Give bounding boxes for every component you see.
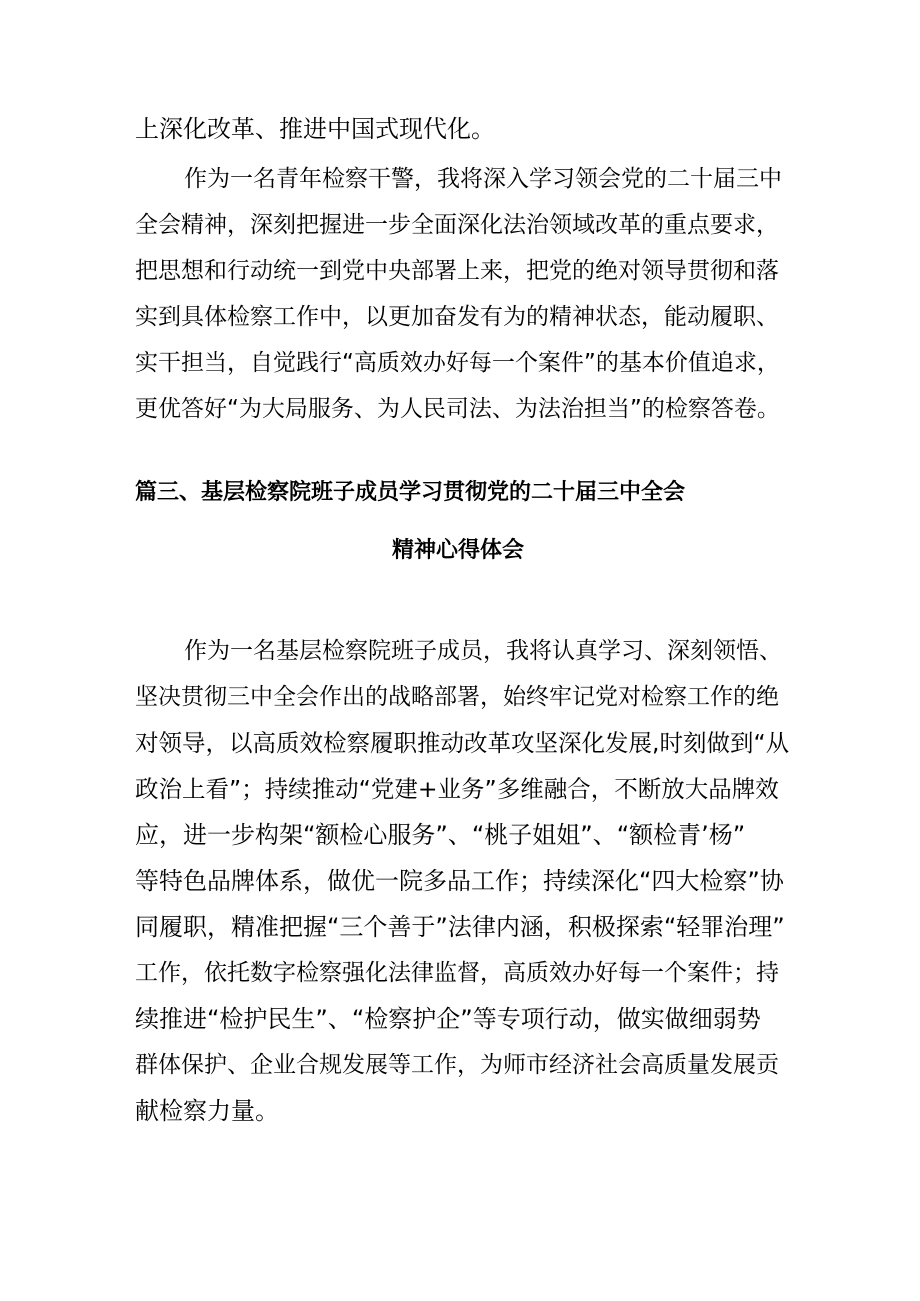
text-line: 对领导，以高质效检察履职推动改革攻坚深化发展,时刻做到“从 — [135, 729, 790, 757]
text-line: 作为一名青年检察干警，我将深入学习领会党的二十届三中 — [184, 166, 782, 192]
text-line: 应，进一步构架“额检心服务”、“桃子姐姐”、“额检青’杨” — [135, 821, 746, 849]
text-line: 政治上看”；持续推动“党建+业务”多维融合，不断放大品牌效 — [135, 775, 779, 803]
text-line: 续推进“检护民生”、“检察护企”等专项行动，做实做细弱势 — [135, 1005, 761, 1033]
section-heading-line-2: 精神心得体会 — [392, 538, 525, 563]
section-heading-line-1: 篇三、基层检察院班子成员学习贯彻党的二十届三中全会 — [135, 480, 686, 505]
text-line: 实干担当，自觉践行“高质效办好每一个案件”的基本价值追求， — [135, 350, 780, 376]
text-line: 坚决贯彻三中全会作出的战略部署，始终牢记党对检察工作的绝 — [135, 684, 779, 710]
text-line: 把思想和行动统一到党中央部署上来，把党的绝对领导贯彻和落 — [135, 258, 779, 284]
text-line: 同履职，精准把握“三个善于”法律内涵，积极探索“轻罪治理” — [135, 913, 785, 941]
text-line: 工作，依托数字检察强化法律监督，高质效办好每一个案件；持 — [135, 960, 779, 986]
text-line: 群体保护、企业合规发展等工作，为师市经济社会高质量发展贡 — [135, 1052, 779, 1078]
text-line: 作为一名基层检察院班子成员，我将认真学习、深刻领悟、 — [184, 638, 782, 664]
text-line: 全会精神，深刻把握进一步全面深化法治领域改革的重点要求， — [135, 212, 779, 238]
text-line: 献检察力量。 — [135, 1097, 279, 1125]
text-line: 更优答好“为大局服务、为人民司法、为法治担当”的检察答卷。 — [135, 396, 780, 422]
text-line: 实到具体检察工作中，以更加奋发有为的精神状态，能动履职、 — [135, 304, 779, 330]
text-line: 上深化改革、推进中国式现代化。 — [135, 115, 495, 143]
text-line: 等特色品牌体系，做优一院多品工作；持续深化“四大检察”协 — [135, 867, 784, 895]
